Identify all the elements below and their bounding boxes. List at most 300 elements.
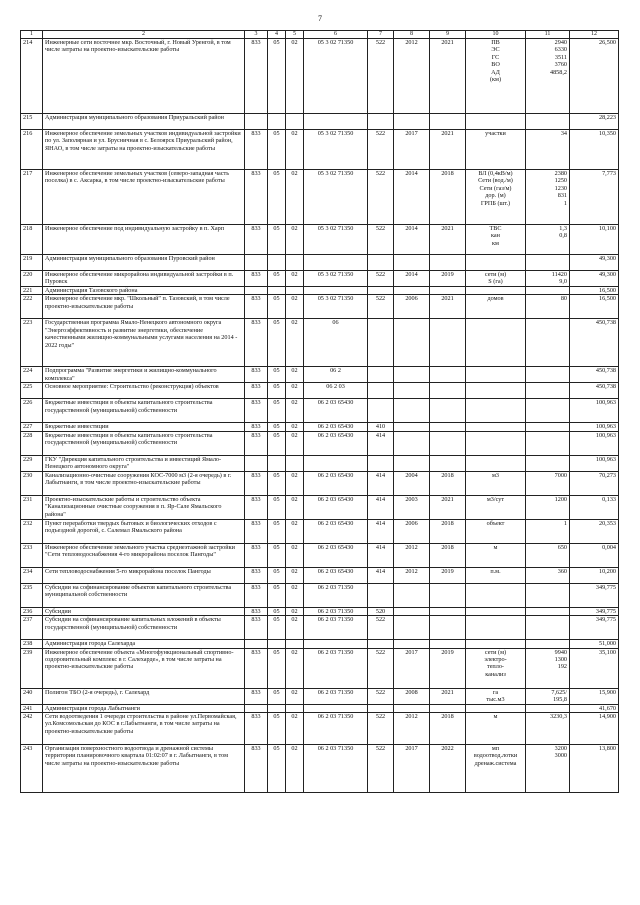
cell-c12: 49,300	[570, 255, 619, 271]
column-header: 4	[268, 31, 286, 39]
row-number: 235	[21, 583, 43, 607]
cell-c12: 28,223	[570, 114, 619, 130]
table-row	[21, 431, 619, 455]
cell-c3: 833	[245, 383, 268, 399]
cell-c4: 05	[268, 543, 286, 567]
table-row	[21, 583, 619, 607]
cell-c4: 05	[268, 431, 286, 455]
cell-c9	[430, 431, 466, 455]
row-number: 215	[21, 114, 43, 130]
cell-c11	[526, 583, 570, 607]
column-header: 12	[570, 31, 619, 39]
row-title: Бюджетные инвестиции	[43, 423, 245, 431]
row-number: 243	[21, 745, 43, 793]
row-number: 241	[21, 704, 43, 712]
cell-c6: 06 2 03 71350	[304, 745, 368, 793]
cell-c9: 2018	[430, 519, 466, 543]
cell-c7: 520	[368, 607, 394, 615]
row-number: 227	[21, 423, 43, 431]
row-title: Инженерные сети восточнее мкр. Восточный, г. Новый Уренгой, в том числе затраты на проектно-изыскательские работы	[43, 39, 245, 114]
cell-c10: ТВС кан км	[466, 225, 526, 255]
cell-c5	[286, 640, 304, 648]
cell-c3: 833	[245, 495, 268, 519]
cell-c5: 02	[286, 130, 304, 170]
cell-c5: 02	[286, 648, 304, 688]
cell-c5: 02	[286, 271, 304, 287]
column-header: 6	[304, 31, 368, 39]
row-title: Государственная программа Ямало-Ненецкого автономного округа "Энергоэффективность и развитие энергетики, обеспечение качественными жилищно-коммунальными услугами населения на 2014 - 2022 годы"	[43, 319, 245, 367]
cell-c12: 10,100	[570, 225, 619, 255]
cell-c8	[394, 114, 430, 130]
cell-c4: 05	[268, 519, 286, 543]
row-title: Проектно-изыскательские работы и строительство объекта "Канализационные очистные сооружения в п. Яр-Сале Ямальского района"	[43, 495, 245, 519]
cell-c12: 35,100	[570, 648, 619, 688]
cell-c5: 02	[286, 39, 304, 114]
cell-c9: 2018	[430, 713, 466, 745]
row-title: Инженерное обеспечение земельных участков (северо-западная часть поселка) в с. Аксарка, в том числе проектно-изыскательские работы	[43, 170, 245, 225]
cell-c5: 02	[286, 543, 304, 567]
cell-c11: 1200	[526, 495, 570, 519]
row-number: 239	[21, 648, 43, 688]
cell-c12: 100,963	[570, 399, 619, 423]
cell-c6	[304, 287, 368, 295]
cell-c10: ВЛ (0,4кВ/м) Сети (вод./м) Сети (газ/м) дор. (м) ГРПБ (шт.)	[466, 170, 526, 225]
cell-c8: 2006	[394, 519, 430, 543]
cell-c10: га тыс.м3	[466, 688, 526, 704]
cell-c12: 100,963	[570, 423, 619, 431]
cell-c12: 450,738	[570, 367, 619, 383]
cell-c11: 80	[526, 295, 570, 319]
row-title: Инженерное обеспечение объекта «Многофункциональный спортивно-оздоровительный комплекс в г. Салехарде», в том числе затраты на проектно-изыскательские работы	[43, 648, 245, 688]
cell-c9: 2021	[430, 495, 466, 519]
cell-c5: 02	[286, 713, 304, 745]
table-row	[21, 455, 619, 471]
cell-c6: 05 3 02 71350	[304, 225, 368, 255]
row-number: 222	[21, 295, 43, 319]
cell-c5	[286, 114, 304, 130]
cell-c3: 833	[245, 319, 268, 367]
cell-c9	[430, 114, 466, 130]
table-row	[21, 225, 619, 255]
cell-c7	[368, 319, 394, 367]
cell-c12: 16,500	[570, 295, 619, 319]
cell-c11: 7000	[526, 471, 570, 495]
cell-c4: 05	[268, 616, 286, 640]
cell-c4: 05	[268, 271, 286, 287]
cell-c9	[430, 640, 466, 648]
cell-c4: 05	[268, 583, 286, 607]
table-row	[21, 170, 619, 225]
cell-c11: 360	[526, 567, 570, 583]
cell-c4: 05	[268, 648, 286, 688]
cell-c5	[286, 455, 304, 471]
cell-c4	[268, 255, 286, 271]
cell-c10	[466, 583, 526, 607]
cell-c10	[466, 431, 526, 455]
cell-c3	[245, 114, 268, 130]
cell-c4: 05	[268, 130, 286, 170]
table-row	[21, 640, 619, 648]
column-header: 5	[286, 31, 304, 39]
cell-c4: 05	[268, 495, 286, 519]
table-row	[21, 271, 619, 287]
cell-c12: 20,353	[570, 519, 619, 543]
column-header: 7	[368, 31, 394, 39]
table-row	[21, 704, 619, 712]
cell-c7: 522	[368, 130, 394, 170]
cell-c11	[526, 455, 570, 471]
cell-c6: 06 2 03 71350	[304, 607, 368, 615]
cell-c5: 02	[286, 583, 304, 607]
cell-c12: 349,775	[570, 607, 619, 615]
row-number: 221	[21, 287, 43, 295]
cell-c11	[526, 640, 570, 648]
cell-c5: 02	[286, 745, 304, 793]
cell-c5: 02	[286, 607, 304, 615]
cell-c6: 06	[304, 319, 368, 367]
cell-c6: 06 2 03 65430	[304, 567, 368, 583]
cell-c10: домов	[466, 295, 526, 319]
cell-c4: 05	[268, 471, 286, 495]
cell-c10	[466, 607, 526, 615]
cell-c10: сети (м) электро- тепло- канализ	[466, 648, 526, 688]
cell-c4: 05	[268, 745, 286, 793]
cell-c5: 02	[286, 471, 304, 495]
cell-c12: 450,738	[570, 319, 619, 367]
row-title: Инженерное обеспечение земельных участков индивидуальной застройки по ул. Заполярная и ул. Брусничная в с. Белоярск Приуральский район, ЯНАО, в том числе затраты на проектно-изыскательские работы	[43, 130, 245, 170]
cell-c7: 414	[368, 543, 394, 567]
row-number: 230	[21, 471, 43, 495]
table-row	[21, 367, 619, 383]
cell-c5: 02	[286, 616, 304, 640]
cell-c10	[466, 616, 526, 640]
table-row	[21, 616, 619, 640]
cell-c5: 02	[286, 567, 304, 583]
cell-c12: 70,273	[570, 471, 619, 495]
row-number: 240	[21, 688, 43, 704]
cell-c8: 2017	[394, 130, 430, 170]
cell-c7	[368, 367, 394, 383]
cell-c7: 414	[368, 567, 394, 583]
cell-c4: 05	[268, 170, 286, 225]
cell-c8: 2006	[394, 295, 430, 319]
cell-c3: 833	[245, 616, 268, 640]
row-title: Субсидии на софинансирование объектов капитального строительства муниципальной собственности	[43, 583, 245, 607]
cell-c10	[466, 423, 526, 431]
cell-c9	[430, 583, 466, 607]
cell-c8: 2012	[394, 39, 430, 114]
cell-c9: 2021	[430, 130, 466, 170]
cell-c8: 2014	[394, 271, 430, 287]
cell-c11: 11420 9,0	[526, 271, 570, 287]
table-row	[21, 543, 619, 567]
cell-c8: 2012	[394, 543, 430, 567]
cell-c8: 2014	[394, 225, 430, 255]
cell-c6	[304, 704, 368, 712]
page-number: 7	[318, 14, 322, 23]
row-title: Канализационно-очистные сооружения КОС-7000 м3 (2-я очередь) в г. Лабытнанги, в том числе проектно-изыскательские работы	[43, 471, 245, 495]
cell-c4: 05	[268, 319, 286, 367]
cell-c6: 06 2 03 65430	[304, 543, 368, 567]
cell-c10	[466, 287, 526, 295]
cell-c6	[304, 114, 368, 130]
cell-c6: 06 2 03 71350	[304, 648, 368, 688]
row-title: Инженерное обеспечение под индивидуальную застройку в п. Харп	[43, 225, 245, 255]
row-number: 217	[21, 170, 43, 225]
cell-c9: 2018	[430, 543, 466, 567]
cell-c11	[526, 255, 570, 271]
cell-c7: 522	[368, 271, 394, 287]
column-header: 10	[466, 31, 526, 39]
row-title: Инженерное обеспечение земельного участка среднеэтажной застройки "Сети тепловодоснабжения 4-го микрорайона поселок Пангоды"	[43, 543, 245, 567]
cell-c10: сети (м) S (га)	[466, 271, 526, 287]
cell-c7	[368, 455, 394, 471]
row-number: 233	[21, 543, 43, 567]
table-row	[21, 130, 619, 170]
row-number: 237	[21, 616, 43, 640]
cell-c6: 05 3 02 71350	[304, 295, 368, 319]
header-row	[21, 31, 619, 39]
cell-c4	[268, 640, 286, 648]
table-row	[21, 295, 619, 319]
row-title: Администрация города Салехарда	[43, 640, 245, 648]
cell-c6: 06 2 03 65430	[304, 471, 368, 495]
row-number: 218	[21, 225, 43, 255]
table-row	[21, 423, 619, 431]
cell-c10: м	[466, 543, 526, 567]
cell-c4: 05	[268, 367, 286, 383]
cell-c4: 05	[268, 295, 286, 319]
cell-c9	[430, 423, 466, 431]
row-title: ГКУ "Дирекция капитального строительства и инвестиций Ямало-Ненецкого автономного округа"	[43, 455, 245, 471]
cell-c12: 450,738	[570, 383, 619, 399]
cell-c9	[430, 704, 466, 712]
cell-c6: 06 2 03 71350	[304, 713, 368, 745]
cell-c6: 06 2	[304, 367, 368, 383]
row-title: Администрация города Лабытнанги	[43, 704, 245, 712]
table-row	[21, 713, 619, 745]
cell-c5: 02	[286, 225, 304, 255]
cell-c7	[368, 583, 394, 607]
cell-c3	[245, 287, 268, 295]
table-row	[21, 471, 619, 495]
cell-c9	[430, 455, 466, 471]
cell-c7: 522	[368, 745, 394, 793]
cell-c7: 522	[368, 648, 394, 688]
cell-c7: 414	[368, 495, 394, 519]
cell-c12: 26,500	[570, 39, 619, 114]
row-title: Организация поверхностного водоотвода и дренажной системы территории планировочного квартала 01:02:07 в г. Лабытнанги, в том числе затраты на проектно-изыскательские работы	[43, 745, 245, 793]
cell-c8: 2008	[394, 688, 430, 704]
cell-c9	[430, 383, 466, 399]
cell-c4: 05	[268, 39, 286, 114]
table-row	[21, 745, 619, 793]
cell-c3	[245, 255, 268, 271]
row-title: Администрация муниципального образования Пуровский район	[43, 255, 245, 271]
cell-c7: 522	[368, 225, 394, 255]
cell-c12: 349,775	[570, 583, 619, 607]
row-title: Инженерное обеспечение микрорайона индивидуальной застройки в п. Пуровск	[43, 271, 245, 287]
cell-c9	[430, 616, 466, 640]
cell-c11	[526, 399, 570, 423]
row-number: 229	[21, 455, 43, 471]
table-row	[21, 688, 619, 704]
cell-c3: 833	[245, 471, 268, 495]
cell-c6: 05 3 02 71350	[304, 271, 368, 287]
cell-c5: 02	[286, 319, 304, 367]
cell-c12: 10,350	[570, 130, 619, 170]
cell-c3: 833	[245, 367, 268, 383]
row-number: 223	[21, 319, 43, 367]
cell-c5: 02	[286, 399, 304, 423]
cell-c6: 05 3 02 71350	[304, 130, 368, 170]
row-number: 226	[21, 399, 43, 423]
cell-c11	[526, 367, 570, 383]
cell-c10	[466, 455, 526, 471]
cell-c7	[368, 114, 394, 130]
cell-c5: 02	[286, 431, 304, 455]
table-row	[21, 607, 619, 615]
cell-c7	[368, 287, 394, 295]
cell-c8	[394, 455, 430, 471]
cell-c10: ПВ ЭС ГС ВО АД (км)	[466, 39, 526, 114]
cell-c4: 05	[268, 713, 286, 745]
cell-c11: 34	[526, 130, 570, 170]
cell-c3	[245, 455, 268, 471]
cell-c8	[394, 640, 430, 648]
cell-c3: 833	[245, 170, 268, 225]
cell-c11: 2380 1250 1230 831 1	[526, 170, 570, 225]
cell-c7: 522	[368, 39, 394, 114]
cell-c6: 05 3 02 71350	[304, 39, 368, 114]
cell-c10: м	[466, 713, 526, 745]
cell-c6: 06 2 03 71350	[304, 688, 368, 704]
cell-c12: 15,900	[570, 688, 619, 704]
cell-c7: 414	[368, 471, 394, 495]
row-title: Администрация Тазовского района	[43, 287, 245, 295]
cell-c8	[394, 607, 430, 615]
cell-c8: 2004	[394, 471, 430, 495]
cell-c7	[368, 255, 394, 271]
cell-c12: 100,963	[570, 455, 619, 471]
table-row	[21, 39, 619, 114]
cell-c8	[394, 287, 430, 295]
cell-c5: 02	[286, 383, 304, 399]
cell-c3: 833	[245, 745, 268, 793]
cell-c8: 2012	[394, 713, 430, 745]
cell-c8	[394, 431, 430, 455]
row-number: 232	[21, 519, 43, 543]
cell-c9: 2019	[430, 567, 466, 583]
cell-c7: 522	[368, 616, 394, 640]
cell-c4: 05	[268, 423, 286, 431]
cell-c7	[368, 399, 394, 423]
cell-c3: 833	[245, 423, 268, 431]
cell-c11: 9940 1300 192	[526, 648, 570, 688]
cell-c10	[466, 383, 526, 399]
cell-c10: м3/сут	[466, 495, 526, 519]
cell-c7	[368, 640, 394, 648]
table-row	[21, 287, 619, 295]
cell-c12: 41,670	[570, 704, 619, 712]
cell-c11	[526, 287, 570, 295]
row-number: 214	[21, 39, 43, 114]
cell-c8	[394, 319, 430, 367]
row-number: 220	[21, 271, 43, 287]
cell-c9: 2018	[430, 471, 466, 495]
cell-c7	[368, 704, 394, 712]
cell-c4	[268, 287, 286, 295]
cell-c5: 02	[286, 170, 304, 225]
cell-c5	[286, 255, 304, 271]
cell-c6: 06 2 03 65430	[304, 423, 368, 431]
cell-c11: 1,3 0,8	[526, 225, 570, 255]
cell-c12: 349,775	[570, 616, 619, 640]
cell-c6: 06 2 03 71350	[304, 583, 368, 607]
row-number: 216	[21, 130, 43, 170]
cell-c6: 06 2 03 71350	[304, 616, 368, 640]
cell-c8	[394, 367, 430, 383]
cell-c3: 833	[245, 688, 268, 704]
table-row	[21, 648, 619, 688]
cell-c6	[304, 640, 368, 648]
cell-c9: 2021	[430, 688, 466, 704]
row-number: 242	[21, 713, 43, 745]
row-title: Субсидии на софинансирование капитальных вложений в объекты государственной (муниципальной) собственности	[43, 616, 245, 640]
cell-c11	[526, 383, 570, 399]
cell-c4: 05	[268, 567, 286, 583]
cell-c3: 833	[245, 567, 268, 583]
row-title: Бюджетные инвестиции в объекты капитального строительства государственной (муниципальной) собственности	[43, 399, 245, 423]
cell-c6: 06 2 03	[304, 383, 368, 399]
cell-c7: 522	[368, 713, 394, 745]
cell-c11	[526, 114, 570, 130]
row-number: 231	[21, 495, 43, 519]
cell-c3: 833	[245, 713, 268, 745]
column-header: 8	[394, 31, 430, 39]
cell-c9	[430, 607, 466, 615]
row-title: Сети тепловодоснабжения 5-го микрорайона поселок Пангоды	[43, 567, 245, 583]
cell-c9	[430, 287, 466, 295]
cell-c8	[394, 399, 430, 423]
cell-c3	[245, 704, 268, 712]
cell-c4: 05	[268, 383, 286, 399]
table-row	[21, 319, 619, 367]
cell-c3: 833	[245, 39, 268, 114]
cell-c6: 06 2 03 65430	[304, 399, 368, 423]
table-row	[21, 567, 619, 583]
cell-c10	[466, 114, 526, 130]
row-number: 228	[21, 431, 43, 455]
cell-c9: 2019	[430, 648, 466, 688]
cell-c9: 2021	[430, 295, 466, 319]
row-number: 225	[21, 383, 43, 399]
cell-c4: 05	[268, 607, 286, 615]
cell-c8	[394, 255, 430, 271]
cell-c12: 10,200	[570, 567, 619, 583]
cell-c8: 2017	[394, 648, 430, 688]
cell-c10	[466, 704, 526, 712]
cell-c4	[268, 114, 286, 130]
row-number: 238	[21, 640, 43, 648]
cell-c4: 05	[268, 399, 286, 423]
cell-c11	[526, 607, 570, 615]
cell-c3	[245, 640, 268, 648]
cell-c9: 2022	[430, 745, 466, 793]
cell-c3: 833	[245, 543, 268, 567]
row-number: 234	[21, 567, 43, 583]
cell-c12: 16,500	[570, 287, 619, 295]
